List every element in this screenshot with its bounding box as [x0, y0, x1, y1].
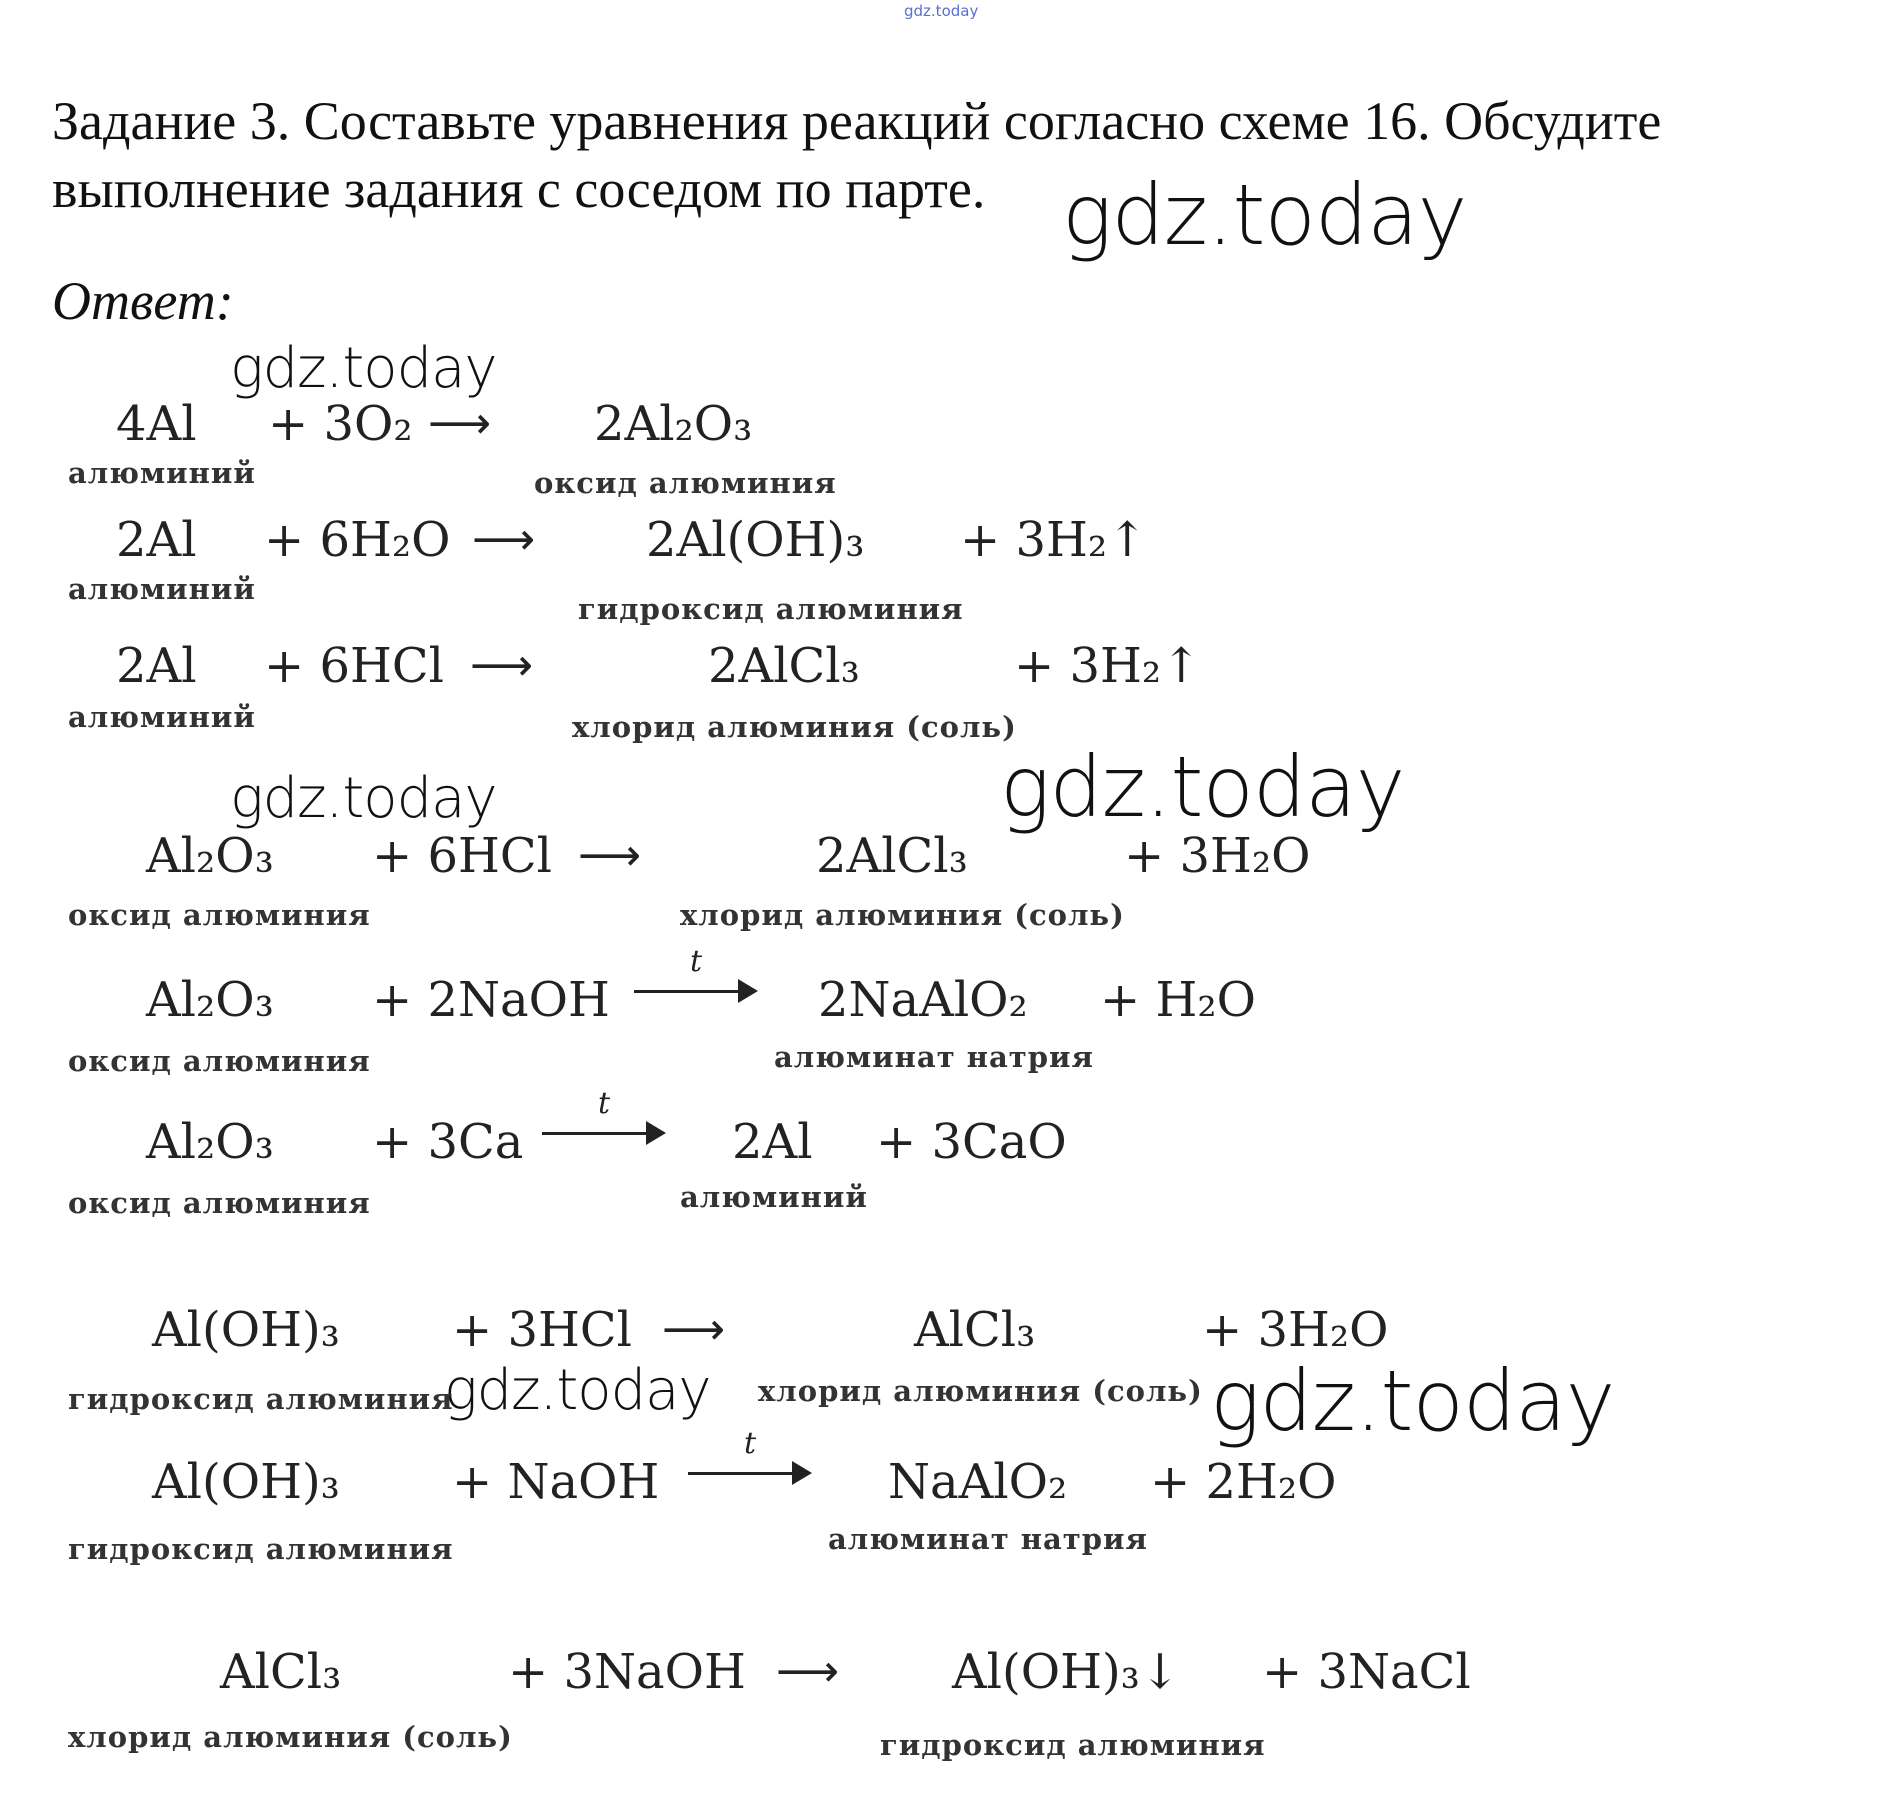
reactant-formula: + 6H₂O — [264, 512, 451, 568]
reactant-formula: + 3NaOH — [508, 1644, 746, 1700]
reactant-formula: + 6HCl — [372, 828, 552, 884]
reaction-arrow: ⟶ — [470, 640, 534, 691]
reactant-formula: Al₂O₃ — [146, 828, 274, 884]
substance-label: оксид алюминия — [68, 1186, 371, 1220]
watermark: gdz.today — [444, 1358, 711, 1423]
substance-label: хлорид алюминия (соль) — [68, 1720, 513, 1754]
product-formula: + 2H₂O — [1150, 1454, 1337, 1510]
reaction-arrow: ⟶ — [776, 1646, 840, 1697]
reactant-formula: + 3O₂ — [268, 396, 413, 452]
reactant-formula: + 2NaOH — [372, 972, 610, 1028]
arrow-shaft — [688, 1472, 800, 1475]
substance-label: алюминий — [68, 572, 256, 606]
product-formula: AlCl₃ — [914, 1302, 1036, 1358]
watermark: gdz.today — [230, 766, 497, 831]
product-formula: + 3NaCl — [1262, 1644, 1471, 1700]
reactant-formula: 2Al — [116, 512, 197, 568]
watermark: gdz.today — [1062, 166, 1467, 264]
product-formula: 2NaAlO₂ — [818, 972, 1028, 1028]
substance-label: гидроксид алюминия — [880, 1728, 1266, 1762]
substance-label: оксид алюминия — [68, 898, 371, 932]
substance-label: гидроксид алюминия — [68, 1382, 454, 1416]
arrow-head — [738, 979, 758, 1003]
product-formula: + 3H₂O — [1202, 1302, 1389, 1358]
watermark: gdz.today — [230, 336, 497, 401]
product-formula: 2AlCl₃ — [708, 638, 860, 694]
reactant-formula: Al₂O₃ — [146, 972, 274, 1028]
reaction-arrow: ⟶ — [578, 830, 642, 881]
heated-reaction-arrow — [634, 944, 758, 1012]
header-watermark: gdz.today — [904, 2, 979, 20]
substance-label: алюминий — [68, 700, 256, 734]
heat-condition-label: t — [597, 1086, 611, 1121]
substance-label: алюминий — [68, 456, 256, 490]
product-formula: + 3H₂↑ — [1014, 638, 1202, 694]
substance-label: оксид алюминия — [68, 1044, 371, 1078]
arrow-shaft — [542, 1132, 654, 1135]
reactant-formula: + 6HCl — [264, 638, 444, 694]
reactant-formula: Al₂O₃ — [146, 1114, 274, 1170]
watermark: gdz.today — [1000, 738, 1405, 836]
heated-reaction-arrow — [688, 1426, 812, 1494]
substance-label: хлорид алюминия (соль) — [680, 898, 1125, 932]
reaction-arrow: ⟶ — [428, 398, 492, 449]
product-formula: 2AlCl₃ — [816, 828, 968, 884]
reaction-arrow: ⟶ — [662, 1304, 726, 1355]
arrow-shaft — [634, 990, 746, 993]
substance-label: оксид алюминия — [534, 466, 837, 500]
product-formula: NaAlO₂ — [888, 1454, 1068, 1510]
reactant-formula: 2Al — [116, 638, 197, 694]
substance-label: хлорид алюминия (соль) — [572, 710, 1017, 744]
substance-label: гидроксид алюминия — [578, 592, 964, 626]
reaction-arrow: ⟶ — [472, 514, 536, 565]
substance-label: гидроксид алюминия — [68, 1532, 454, 1566]
arrow-head — [646, 1121, 666, 1145]
task-line-2: выполнение задания с соседом по парте. — [52, 159, 986, 219]
reactant-formula: + 3Ca — [372, 1114, 524, 1170]
watermark: gdz.today — [1210, 1352, 1615, 1450]
arrow-head — [792, 1461, 812, 1485]
heated-reaction-arrow — [542, 1086, 666, 1154]
reactant-formula: Al(OH)₃ — [152, 1302, 340, 1358]
product-formula: 2Al₂O₃ — [594, 396, 753, 452]
substance-label: алюминат натрия — [774, 1040, 1094, 1074]
reactant-formula: + NaOH — [452, 1454, 660, 1510]
heat-condition-label: t — [743, 1426, 757, 1461]
product-formula: + 3H₂O — [1124, 828, 1311, 884]
reactant-formula: + 3HCl — [452, 1302, 632, 1358]
product-formula: 2Al(OH)₃ — [646, 512, 865, 568]
product-formula: + 3H₂↑ — [960, 512, 1148, 568]
task-line-1: Задание 3. Составьте уравнения реакций согласно схеме 16. Обсудите — [52, 91, 1662, 151]
substance-label: алюминат натрия — [828, 1522, 1148, 1556]
substance-label: алюминий — [680, 1180, 868, 1214]
product-formula: + H₂O — [1100, 972, 1256, 1028]
product-formula: + 3CaO — [876, 1114, 1067, 1170]
reactant-formula: AlCl₃ — [220, 1644, 342, 1700]
heat-condition-label: t — [689, 944, 703, 979]
reactant-formula: Al(OH)₃ — [152, 1454, 340, 1510]
product-formula: 2Al — [732, 1114, 813, 1170]
reactant-formula: 4Al — [116, 396, 197, 452]
substance-label: хлорид алюминия (соль) — [758, 1374, 1203, 1408]
answer-label: Ответ: — [52, 271, 234, 331]
product-formula: Al(OH)₃↓ — [952, 1644, 1181, 1700]
